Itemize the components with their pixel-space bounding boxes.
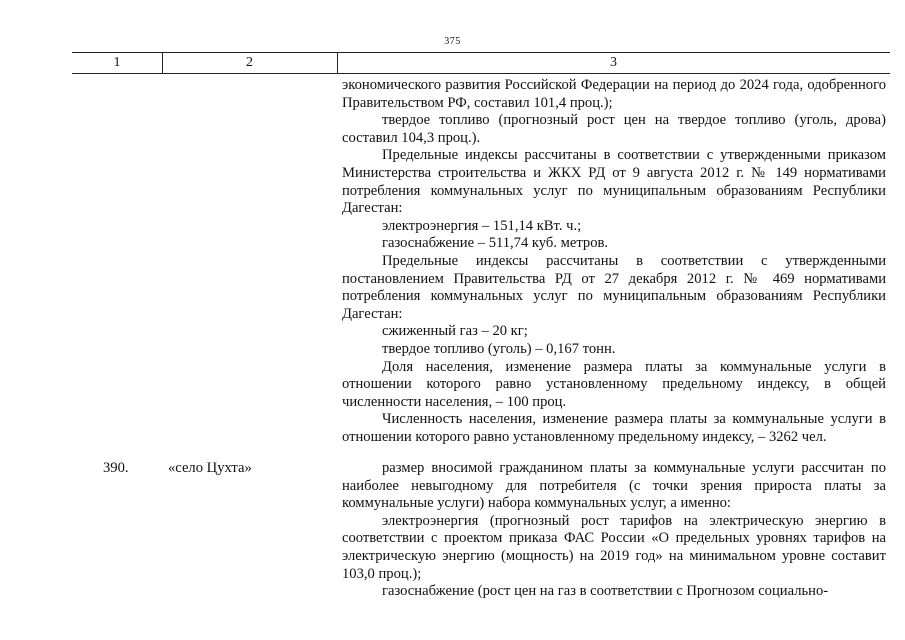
column-header-3: 3 bbox=[610, 55, 617, 70]
column-header-1: 1 bbox=[72, 53, 163, 73]
settlement-name: «село Цухта» bbox=[168, 460, 252, 476]
paragraph: сжиженный газ – 20 кг; bbox=[382, 323, 528, 340]
paragraph: Доля населения, изменение размера платы за коммунальные услуги в отношении которого равно установленному предельному индексу, в общей численности населения, – 100 проц. bbox=[342, 358, 886, 410]
paragraph: экономического развития Российской Федерации на период до 2024 года, одобренного Правительством РФ, составил 101,4 проц.); bbox=[342, 77, 886, 111]
continued-text-block bbox=[342, 77, 886, 446]
paragraph: твердое топливо (уголь) – 0,167 тонн. bbox=[382, 340, 616, 357]
paragraph: Предельные индексы рассчитаны в соответствии с утвержденными приказом Министерства строительства и ЖКХ РД от 9 августа 2012 г. № 149 нормативами потребления коммунальных услуг по муниципальным образованиям Республики Дагестан: bbox=[342, 147, 886, 217]
paragraph: размер вносимой гражданином платы за коммунальные услуги рассчитан по наиболее невыгодному для потребителя (с точки зрения прироста платы за коммунальные услуги) набора коммунальных услуг, а именно: bbox=[342, 460, 886, 512]
row-390-text-block bbox=[342, 460, 886, 601]
row-number: 390. bbox=[103, 460, 129, 476]
table-header-row bbox=[72, 52, 890, 74]
paragraph: газоснабжение – 511,74 куб. метров. bbox=[382, 235, 609, 252]
paragraph: электроэнергия (прогнозный рост тарифов на электрическую энергию в соответствии с проектом приказа ФАС России «О предельных уровнях тарифов на электрическую энергию (мощность) на 2019 год» на минимальном уровне составит 103,0 проц.); bbox=[342, 512, 886, 582]
paragraph: газоснабжение (рост цен на газ в соответствии с Прогнозом социально- bbox=[382, 583, 829, 600]
paragraph: твердое топливо (прогнозный рост цен на твердое топливо (уголь, дрова) составил 104,3 проц.). bbox=[342, 112, 886, 146]
column-header-2: 2 bbox=[162, 53, 338, 73]
paragraph: электроэнергия – 151,14 кВт. ч.; bbox=[382, 217, 582, 234]
paragraph: Численность населения, изменение размера платы за коммунальные услуги в отношении которого равно установленному предельному индексу, – 3262 чел. bbox=[342, 411, 886, 445]
paragraph: Предельные индексы рассчитаны в соответствии с утвержденными постановлением Правительства РД от 27 декабря 2012 г. № 469 нормативами потребления коммунальных услуг по муниципальным образованиям Республики Дагестан: bbox=[342, 252, 886, 322]
page-number: 375 bbox=[444, 36, 461, 47]
